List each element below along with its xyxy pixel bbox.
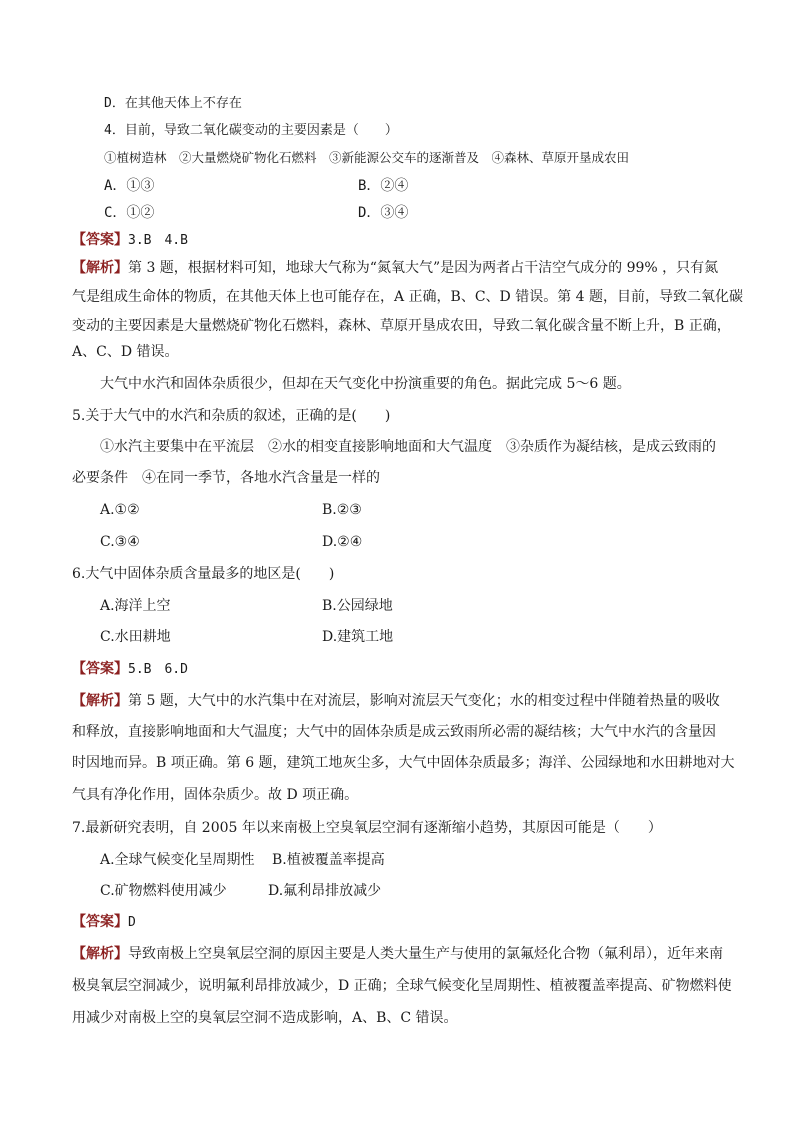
answer-text: 5.B 6.D (128, 662, 188, 677)
q6-option-d: D.建筑工地 (322, 629, 394, 645)
q5-option-b: B.②③ (322, 502, 362, 518)
q5-option-c: C.③④ (100, 534, 140, 550)
analysis-5-6-line-4: 气具有净化作用，固体杂质少。故 D 项正确。 (72, 787, 359, 803)
answer-5-6 (72, 659, 188, 680)
q7-option-b: B.植被覆盖率提高 (272, 852, 385, 868)
q6-stem: 6.大气中固体杂质含量最多的地区是( ) (72, 566, 335, 582)
q5-option-a: A.①② (100, 502, 140, 518)
q7-option-d: D.氟利昂排放减少 (268, 883, 382, 899)
q6-option-b: B.公园绿地 (322, 598, 393, 614)
q5-items-line-1: ①水汽主要集中在平流层 ②水的相变直接影响地面和大气温度 ③杂质作为凝结核，是成云致雨的 (100, 439, 716, 455)
analysis-5-6-line-2: 和释放，直接影响地面和大气温度；大气中的固体杂质是成云致雨所必需的凝结核；大气中水汽的含量因 (72, 724, 716, 740)
q4-items: ①植树造林 ②大量燃烧矿物化石燃料 ③新能源公交车的逐渐普及 ④森林、草原开垦成农田 (104, 150, 630, 165)
intro-5-6: 大气中水汽和固体杂质很少，但却在天气变化中扮演重要的角色。据此完成 5～6 题。 (100, 376, 631, 392)
answer-label: 【答案】 (72, 232, 128, 248)
answer-label: 【答案】 (72, 661, 128, 677)
analysis-5-6-line-3: 时因地而异。B 项正确。第 6 题，建筑工地灰尘多，大气中固体杂质最多；海洋、公园绿地和水田耕地对大 (72, 755, 735, 771)
analysis-7-line-1 (72, 944, 723, 964)
answer-7 (72, 912, 136, 933)
q4-option-b: B．②④ (358, 178, 409, 194)
q4-stem: 4．目前，导致二氧化碳变动的主要因素是（ ） (104, 123, 398, 138)
q6-option-a: A.海洋上空 (100, 598, 171, 614)
answer-label: 【答案】 (72, 914, 128, 930)
analysis-7-line-3: 用减少对南极上空的臭氧层空洞不造成影响，A、B、C 错误。 (72, 1010, 458, 1026)
analysis-label: 【解析】 (72, 260, 128, 276)
analysis-text: 第 5 题，大气中的水汽集中在对流层，影响对流层天气变化；水的相变过程中伴随着热量的吸收 (128, 693, 720, 709)
answer-text: 3.B 4.B (128, 233, 188, 248)
answer-text: D (128, 915, 136, 930)
analysis-3-4-line-3: 变动的主要因素是大量燃烧矿物化石燃料，森林、草原开垦成农田，导致二氧化碳含量不断上升，B 正确， (72, 318, 731, 334)
analysis-7-line-2: 极臭氧层空洞减少，说明氟利昂排放减少，D 正确；全球气候变化呈周期性、植被覆盖率提高、矿物燃料使 (72, 978, 732, 994)
q7-stem: 7.最新研究表明，自 2005 年以来南极上空臭氧层空洞有逐渐缩小趋势，其原因可能是（ ） (72, 820, 662, 836)
q7-option-a: A.全球气候变化呈周期性 (100, 852, 255, 868)
q5-stem: 5.关于大气中的水汽和杂质的叙述，正确的是( ) (72, 408, 391, 424)
analysis-3-4-line-1 (72, 258, 718, 278)
analysis-3-4-line-2: 气是组成生命体的物质，在其他天体上也可能存在，A 正确，B、C、D 错误。第 4 题，目前，导致二氧化碳 (72, 289, 744, 305)
q5-option-d: D.②④ (322, 534, 363, 550)
answer-3-4 (72, 230, 188, 251)
analysis-label: 【解析】 (72, 693, 128, 709)
q4-option-c: C．①② (104, 205, 155, 221)
q4-option-a: A．①③ (104, 178, 155, 194)
analysis-5-6-line-1 (72, 691, 720, 711)
q5-items-line-2: 必要条件 ④在同一季节，各地水汽含量是一样的 (72, 470, 380, 486)
q6-option-c: C.水田耕地 (100, 629, 171, 645)
q3-option-d: D．在其他天体上不存在 (104, 96, 242, 111)
q4-option-d: D．③④ (358, 205, 409, 221)
analysis-3-4-line-4: A、C、D 错误。 (72, 344, 179, 360)
analysis-label: 【解析】 (72, 946, 128, 962)
analysis-text: 第 3 题，根据材料可知，地球大气称为“氮氧大气”是因为两者占干洁空气成分的 99% ，只有氮 (128, 260, 719, 276)
q7-option-c: C.矿物燃料使用减少 (100, 883, 227, 899)
analysis-text: 导致南极上空臭氧层空洞的原因主要是人类大量生产与使用的氯氟烃化合物（氟利昂），近年来南 (128, 946, 723, 962)
